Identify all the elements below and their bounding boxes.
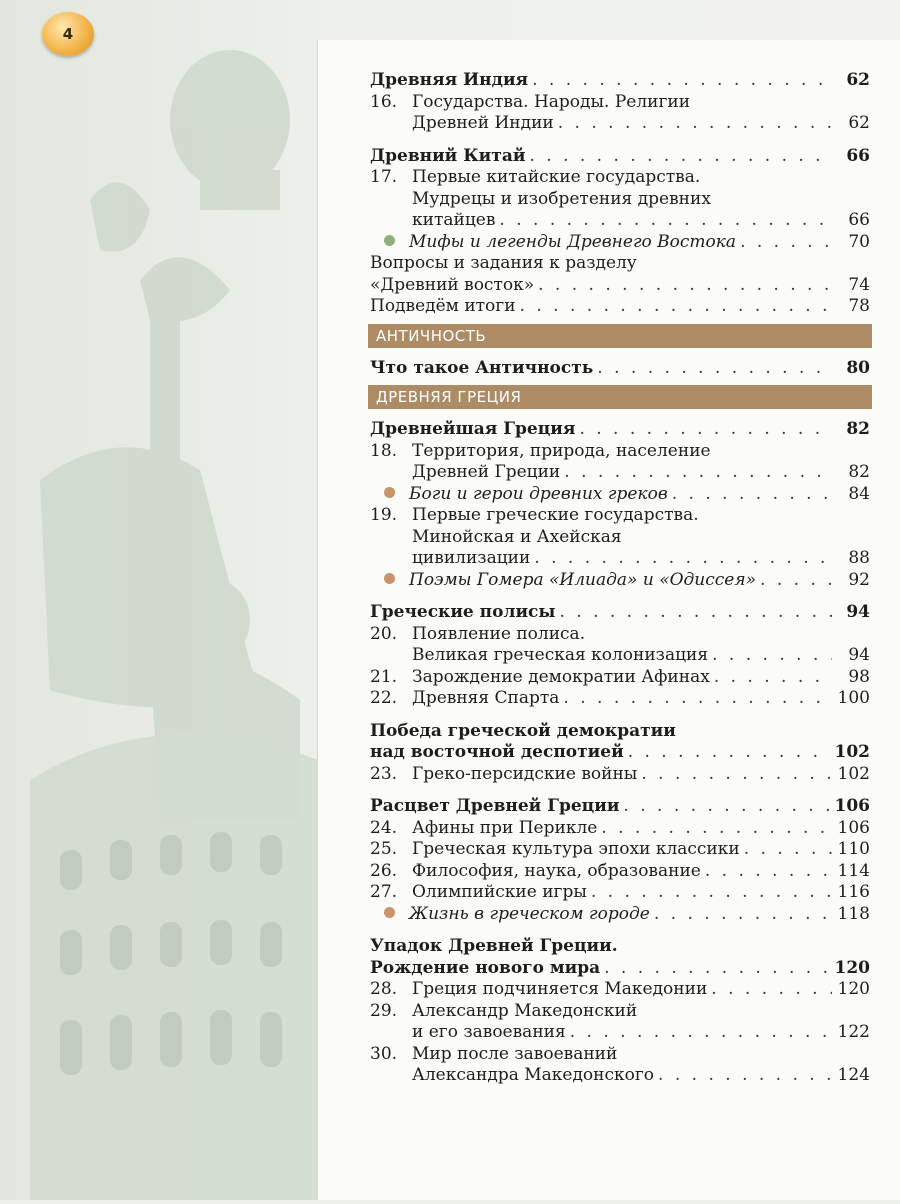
dot-leader [558, 113, 832, 135]
toc-section-heading[interactable] [370, 936, 870, 958]
toc-entry-title: Мир после завоеваний [412, 1043, 618, 1064]
toc-entry[interactable] [370, 167, 870, 189]
dot-leader [641, 764, 832, 786]
toc-entry-title: Великая греческая колонизация [412, 645, 709, 665]
dot-leader [714, 667, 832, 689]
bullet-marker-icon [384, 487, 395, 498]
toc-page-number: 124 [837, 1065, 870, 1085]
toc-section-heading[interactable] [370, 419, 870, 441]
toc-entry-title: Древняя Индия [370, 70, 529, 90]
dot-leader [623, 796, 830, 818]
toc-page-number: 106 [837, 817, 870, 838]
toc-entry-title: Древнейшая Греция [370, 419, 576, 439]
dot-leader [520, 296, 832, 318]
toc-entry-title: Греческие полисы [370, 602, 556, 622]
toc-page-number: 66 [846, 145, 870, 166]
toc-entry[interactable] [370, 667, 870, 689]
toc-entry-title: Что такое Античность [370, 357, 594, 378]
dot-leader [654, 904, 832, 926]
dot-leader [532, 70, 832, 92]
toc-page-number: 102 [837, 763, 870, 784]
dot-leader [744, 839, 832, 861]
toc-entry-title: Расцвет Древней Греции [370, 796, 620, 816]
table-of-contents [370, 70, 870, 1087]
section-spacer [370, 591, 870, 602]
page-number-badge [42, 12, 94, 56]
dot-leader [712, 645, 832, 667]
toc-page-number: 120 [834, 957, 870, 978]
toc-entry[interactable] [370, 645, 870, 667]
toc-entry[interactable] [370, 92, 870, 114]
toc-page-number: 88 [848, 548, 870, 568]
toc-entry[interactable] [370, 232, 870, 254]
dot-leader [538, 275, 832, 297]
toc-section-heading[interactable] [370, 146, 870, 168]
dot-leader [529, 146, 832, 168]
toc-entry[interactable] [370, 296, 870, 318]
toc-entry[interactable] [370, 1022, 870, 1044]
dot-leader [672, 484, 832, 506]
toc-entry-title: Появление полиса. [412, 623, 586, 644]
toc-entry-title: Вопросы и задания к разделу [370, 253, 637, 273]
toc-section-heading[interactable] [370, 742, 870, 764]
toc-entry[interactable] [370, 462, 870, 484]
toc-entry[interactable] [370, 484, 870, 506]
toc-page-number: 70 [848, 231, 870, 252]
toc-section-heading[interactable] [370, 358, 870, 380]
toc-entry[interactable] [370, 688, 870, 710]
toc-entry-title: Олимпийские игры [412, 882, 587, 902]
toc-entry-title: Древней Индии [412, 113, 554, 133]
section-spacer [370, 135, 870, 146]
toc-entry-number: 19. [370, 505, 398, 525]
statues-and-colosseum-illustration [0, 0, 320, 1200]
toc-entry-number: 17. [370, 167, 398, 187]
toc-page-number: 78 [848, 296, 870, 316]
bullet-marker-icon [384, 573, 395, 584]
toc-entry-number: 20. [370, 623, 398, 644]
dot-leader [534, 548, 832, 570]
toc-entry-title: Греческая культура эпохи классики [412, 839, 740, 859]
toc-entry[interactable] [370, 548, 870, 570]
toc-page-number: 74 [848, 274, 870, 295]
toc-entry-title: «Древний восток» [370, 274, 535, 295]
toc-entry[interactable] [370, 1001, 870, 1023]
dot-leader [604, 958, 830, 980]
dot-leader [658, 1065, 832, 1087]
dot-leader [760, 570, 832, 592]
toc-page-number: 102 [834, 742, 870, 762]
toc-page-number: 92 [848, 569, 870, 590]
toc-entry-title: Древний Китай [370, 145, 526, 166]
toc-entry-number: 26. [370, 860, 398, 881]
toc-entry[interactable] [370, 624, 870, 646]
toc-entry-title: над восточной деспотией [370, 742, 624, 762]
toc-entry-number: 22. [370, 688, 398, 708]
toc-page-number: 98 [848, 666, 870, 687]
toc-entry-title: Александр Македонский [412, 1000, 638, 1021]
toc-entry-number: 29. [370, 1000, 398, 1021]
toc-entry-title: Александра Македонского [412, 1065, 655, 1085]
bullet-marker-icon [384, 907, 395, 918]
toc-entry-title: Минойская и Ахейская [412, 526, 622, 547]
dot-leader [499, 210, 832, 232]
toc-entry-title: Мифы и легенды Древнего Востока [409, 231, 737, 252]
section-spacer [370, 785, 870, 796]
toc-entry-title: китайцев [412, 210, 496, 230]
toc-section-heading[interactable] [370, 796, 870, 818]
toc-page-number: 80 [846, 357, 870, 378]
toc-entry-number: 27. [370, 882, 398, 902]
dot-leader [564, 462, 832, 484]
toc-page-number: 116 [837, 882, 870, 902]
toc-entry-title: Древняя Спарта [412, 688, 560, 708]
toc-entry[interactable] [370, 861, 870, 883]
toc-page-number: 114 [837, 860, 870, 881]
toc-entry-number: 18. [370, 440, 398, 461]
dot-leader [559, 602, 832, 624]
toc-entry[interactable] [370, 441, 870, 463]
toc-entry[interactable] [370, 764, 870, 786]
toc-page-number: 82 [846, 419, 870, 439]
toc-entry[interactable] [370, 839, 870, 861]
toc-entry-title: Боги и герои древних греков [409, 483, 668, 504]
dot-leader [579, 419, 832, 441]
toc-entry-number: 25. [370, 839, 398, 859]
toc-page-number: 62 [848, 113, 870, 133]
toc-entry-number: 16. [370, 91, 398, 112]
toc-entry-title: Поэмы Гомера «Илиада» и «Одиссея» [409, 569, 757, 590]
dot-leader [591, 882, 832, 904]
section-spacer [370, 925, 870, 936]
dot-leader [601, 818, 832, 840]
toc-entry-title: Территория, природа, население [412, 440, 711, 461]
toc-entry-number: 30. [370, 1043, 398, 1064]
part-heading-bar: ДРЕВНЯЯ ГРЕЦИЯ [368, 385, 872, 409]
toc-page-number: 94 [848, 645, 870, 665]
page-number: 4 [62, 25, 74, 43]
toc-entry[interactable] [370, 570, 870, 592]
toc-entry[interactable] [370, 505, 870, 527]
toc-entry-title: Первые китайские государства. [412, 167, 701, 187]
toc-page-number: 120 [837, 979, 870, 999]
toc-entry-title: Греко-персидские войны [412, 763, 638, 784]
toc-page-number: 66 [848, 210, 870, 230]
toc-entry-number: 28. [370, 979, 398, 999]
toc-entry-title: Зарождение демократии Афинах [412, 666, 710, 687]
toc-entry-number: 24. [370, 817, 398, 838]
toc-entry[interactable] [370, 189, 870, 211]
toc-entry-title: Государства. Народы. Религии [412, 91, 691, 112]
toc-page-number: 94 [846, 602, 870, 622]
toc-entry[interactable] [370, 882, 870, 904]
section-spacer [370, 710, 870, 721]
toc-entry[interactable] [370, 1065, 870, 1087]
toc-entry-title: цивилизации [412, 548, 531, 568]
toc-section-heading[interactable] [370, 70, 870, 92]
toc-section-heading[interactable] [370, 958, 870, 980]
toc-entry[interactable] [370, 904, 870, 926]
bullet-marker-icon [384, 235, 395, 246]
toc-entry-title: Победа греческой демократии [370, 720, 676, 741]
toc-entry-title: Рождение нового мира [370, 957, 601, 978]
toc-page-number: 100 [837, 688, 870, 708]
toc-entry-title: Философия, наука, образование [412, 860, 701, 881]
toc-entry[interactable] [370, 253, 870, 275]
toc-entry-title: Древней Греции [412, 462, 561, 482]
toc-section-heading[interactable] [370, 602, 870, 624]
dot-leader [570, 1022, 832, 1044]
toc-entry[interactable] [370, 979, 870, 1001]
toc-page-number: 122 [837, 1022, 870, 1042]
toc-entry-title: Первые греческие государства. [412, 505, 699, 525]
toc-entry[interactable] [370, 113, 870, 135]
toc-entry[interactable] [370, 1044, 870, 1066]
toc-page-number: 118 [837, 903, 870, 924]
toc-entry-title: Греция подчиняется Македонии [412, 979, 708, 999]
toc-entry-title: Упадок Древней Греции. [370, 936, 618, 956]
dot-leader [705, 861, 832, 883]
toc-page-number: 84 [848, 483, 870, 504]
dot-leader [597, 358, 832, 380]
dot-leader [740, 232, 832, 254]
toc-entry-number: 23. [370, 763, 398, 784]
toc-entry-title: Мудрецы и изобретения древних [412, 188, 711, 209]
toc-entry-title: Подведём итоги [370, 296, 516, 316]
toc-entry-title: Афины при Перикле [412, 817, 598, 838]
toc-entry[interactable] [370, 818, 870, 840]
toc-entry-number: 21. [370, 666, 398, 687]
toc-entry[interactable] [370, 210, 870, 232]
toc-entry-title: Жизнь в греческом городе [409, 903, 650, 924]
toc-page-number: 106 [834, 796, 870, 816]
toc-entry[interactable] [370, 275, 870, 297]
toc-entry[interactable] [370, 527, 870, 549]
toc-section-heading[interactable] [370, 721, 870, 743]
part-heading-bar: АНТИЧНОСТЬ [368, 324, 872, 348]
toc-page-number: 82 [848, 462, 870, 482]
toc-page-number: 110 [837, 839, 870, 859]
dot-leader [563, 688, 832, 710]
toc-page-number: 62 [846, 70, 870, 90]
dot-leader [628, 742, 831, 764]
dot-leader [711, 979, 832, 1001]
toc-entry-title: и его завоевания [412, 1022, 566, 1042]
